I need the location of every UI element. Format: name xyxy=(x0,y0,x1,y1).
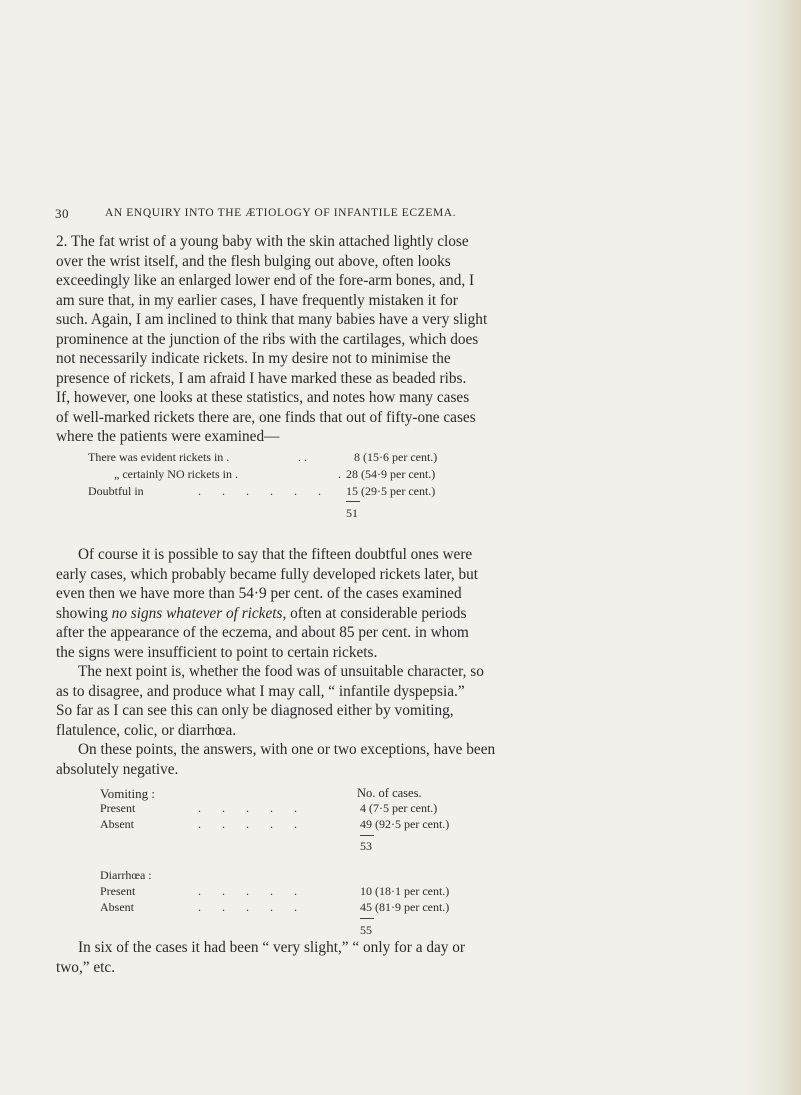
emphasis-text: no signs whatever of rickets, xyxy=(111,604,287,622)
section-heading: Diarrhœa : xyxy=(100,868,152,882)
text-line: On these points, the answers, with one or two exceptions, have been xyxy=(78,741,496,758)
text-line: prominence at the junction of the ribs with the cartilages, which does xyxy=(56,330,479,348)
leader-dots: . . . . . xyxy=(198,817,297,831)
text-line: The next point is, whether the food was of unsuitable character, so xyxy=(78,663,484,680)
text-line: such. Again, I am inclined to think that many babies have a very slight xyxy=(56,311,488,328)
page-edge-shadow xyxy=(741,0,801,1095)
page-number: 30 xyxy=(55,206,69,221)
row-value: 4 (7·5 per cent.) xyxy=(360,801,438,815)
line-text: showing xyxy=(56,604,112,622)
text-line: 2. The fat wrist of a young baby with the skin attached lightly close xyxy=(56,233,469,250)
text-line: after the appearance of the eczema, and about 85 per cent. in whom xyxy=(56,624,469,641)
leader-dots: . . . . . . xyxy=(198,484,321,498)
row-label: Doubtful in xyxy=(88,484,144,498)
text-line: over the wrist itself, and the flesh bulging out above, often looks xyxy=(56,252,451,270)
text-line: absolutely negative. xyxy=(56,760,179,778)
sum-rule xyxy=(360,835,374,836)
paragraph-food-dyspepsia xyxy=(56,662,744,740)
row-value: 45 (81·9 per cent.) xyxy=(360,900,450,914)
table-total: 55 xyxy=(360,923,372,937)
table-total: 53 xyxy=(360,839,372,853)
text-line: exceedingly like an enlarged lower end of the fore-arm bones, and, I xyxy=(56,272,475,289)
text-line: early cases, which probably became fully developed rickets later, but xyxy=(56,565,479,583)
sum-rule xyxy=(360,918,374,919)
text-line: even then we have more than 54·9 per cent. of the cases examined xyxy=(56,585,462,602)
row-value: 8 (15·6 per cent.) xyxy=(354,450,438,464)
leader-dots: . . . . . xyxy=(198,801,297,815)
text-line: Of course it is possible to say that the fifteen doubtful ones were xyxy=(78,546,473,563)
text-line: In six of the cases it had been “ very slight,” “ only for a day or xyxy=(78,939,465,956)
row-label: There was evident rickets in . xyxy=(88,450,230,464)
text-line: am sure that, in my earlier cases, I have frequently mistaken it for xyxy=(56,291,458,309)
table-total: 51 xyxy=(346,506,358,520)
row-label: Absent xyxy=(100,900,134,914)
rickets-table xyxy=(88,450,508,530)
row-value: 10 (18·1 per cent.) xyxy=(360,884,450,898)
paragraph-negative-answers xyxy=(56,740,744,779)
text-line: as to disagree, and produce what I may call, “ infantile dyspepsia.” xyxy=(56,682,465,700)
section-heading: Vomiting : xyxy=(100,786,156,801)
text-line: not necessarily indicate rickets. In my desire not to minimise the xyxy=(56,350,451,367)
column-header: No. of cases. xyxy=(357,786,422,800)
paragraph-slight-cases xyxy=(56,938,744,977)
text-line: flatulence, colic, or diarrhœa. xyxy=(56,721,237,739)
paragraph-doubtful-cases xyxy=(56,545,744,662)
leader-dots: . . . . . xyxy=(198,900,297,914)
row-label: „ certainly NO rickets in . xyxy=(114,467,238,481)
running-title: AN ENQUIRY INTO THE ÆTIOLOGY OF INFANTILE ECZEMA. xyxy=(105,207,457,219)
row-value: 49 (92·5 per cent.) xyxy=(360,817,450,831)
symptoms-table xyxy=(100,786,560,946)
row-value: 15 (29·5 per cent.) xyxy=(346,484,436,498)
text-line: where the patients were examined— xyxy=(56,428,280,445)
row-label: Absent xyxy=(100,817,134,831)
text-line: of well-marked rickets there are, one finds that out of fifty-one cases xyxy=(56,408,476,426)
sum-rule xyxy=(346,501,360,502)
text-line: If, however, one looks at these statistics, and notes how many cases xyxy=(56,389,470,406)
text-line: the signs were insufficient to point to certain rickets. xyxy=(56,643,378,661)
line-text: often at considerable periods xyxy=(286,604,467,622)
leader-dots: . . xyxy=(298,450,307,464)
text-line: So far as I can see this can only be diagnosed either by vomiting, xyxy=(56,702,454,719)
row-label: Present xyxy=(100,884,136,898)
row-value: 28 (54·9 per cent.) xyxy=(346,467,436,481)
text-line: presence of rickets, I am afraid I have marked these as beaded ribs. xyxy=(56,369,467,387)
text-line xyxy=(56,604,744,624)
leader-dots: . . . . . xyxy=(198,884,297,898)
paragraph-fat-wrist xyxy=(56,232,744,447)
text-line: two,” etc. xyxy=(56,958,116,976)
row-label: Present xyxy=(100,801,136,815)
leader-dots: . xyxy=(338,467,341,481)
